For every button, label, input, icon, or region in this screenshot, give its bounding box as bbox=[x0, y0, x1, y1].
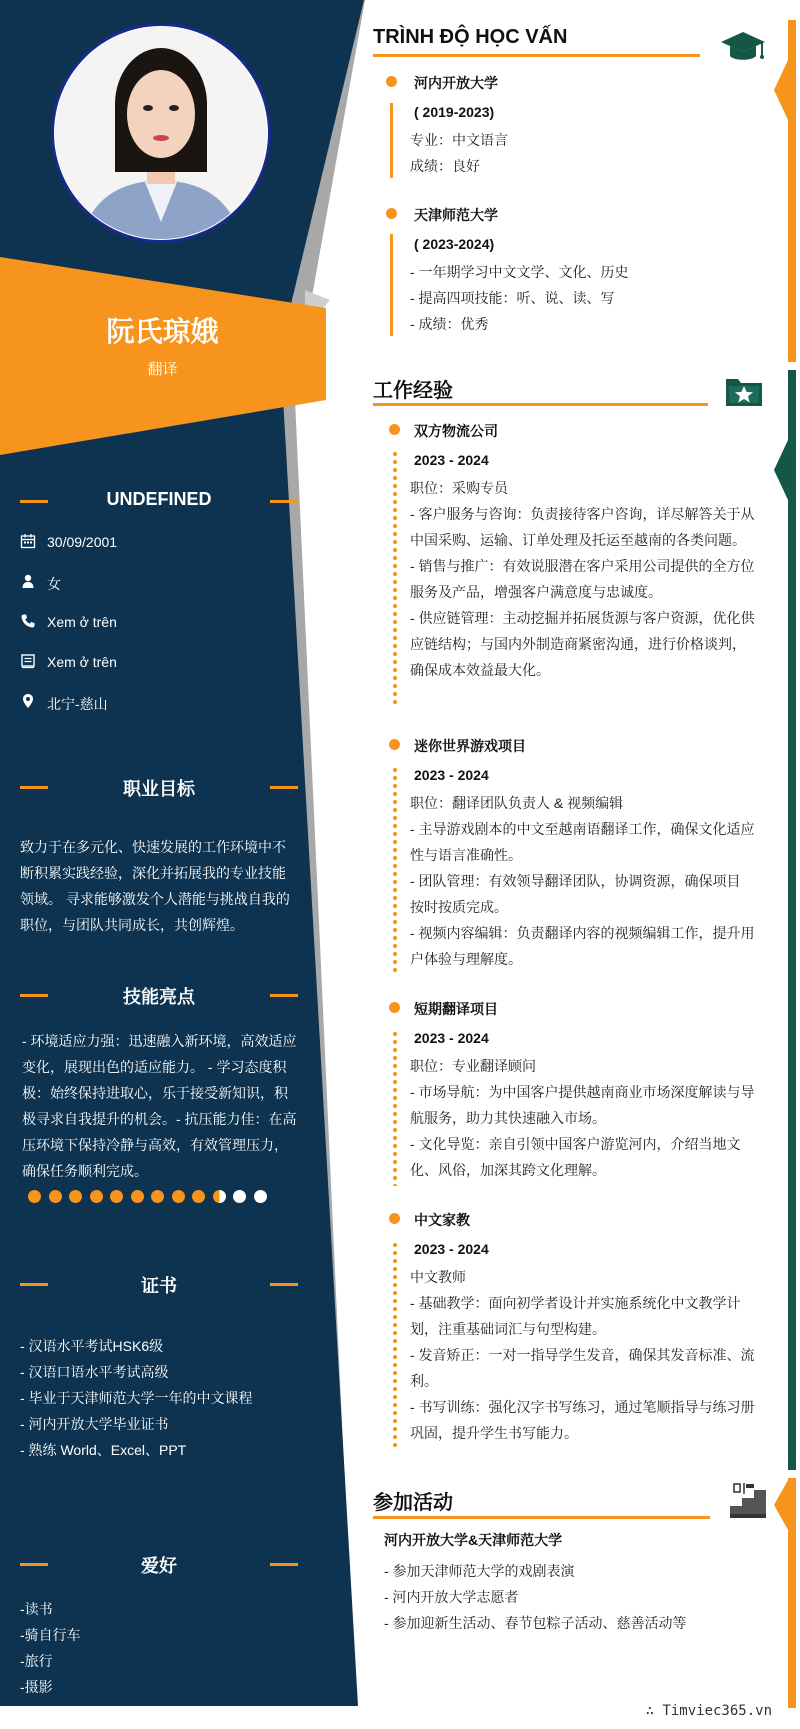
experience-line: - 视频内容编辑：负责翻译内容的视频编辑工作，提升用 bbox=[410, 925, 755, 941]
experience-period: 2023 - 2024 bbox=[414, 1030, 489, 1046]
skills-line: 变化，展现出色的适应能力。 - 学习态度积 bbox=[22, 1059, 287, 1075]
timeline-bullet bbox=[389, 1213, 400, 1224]
info-phone-text: Xem ở trên bbox=[47, 614, 117, 630]
side-arrow-education bbox=[774, 60, 788, 120]
rating-dot bbox=[69, 1190, 82, 1203]
location-icon bbox=[20, 693, 36, 709]
education-school: 天津师范大学 bbox=[414, 207, 498, 223]
objective-line: 断积累实践经验，深化并拓展我的专业技能 bbox=[20, 865, 286, 881]
skills-line: 极寻求自我提升的机会。- 抗压能力佳：在高 bbox=[22, 1111, 297, 1127]
side-arrow-experience bbox=[774, 440, 788, 500]
timeline-dots bbox=[393, 1241, 397, 1449]
experience-line: 应链结构；与国内外制造商紧密沟通，进行价格谈判， bbox=[410, 636, 746, 652]
certificates-heading bbox=[20, 1272, 298, 1296]
experience-line: 职位：采购专员 bbox=[410, 480, 508, 496]
skills-line: 确保任务顺利完成。 bbox=[22, 1163, 148, 1179]
info-location-text: 北宁-慈山 bbox=[47, 696, 108, 712]
skills-heading-text: 技能亮点 bbox=[123, 987, 195, 1007]
certificate-item: - 汉语口语水平考试高级 bbox=[20, 1364, 169, 1380]
graduation-cap-icon bbox=[720, 30, 766, 66]
podium-stairs-icon bbox=[728, 1480, 768, 1520]
rating-dot bbox=[213, 1190, 226, 1203]
avatar bbox=[50, 22, 272, 244]
experience-line: 利。 bbox=[410, 1373, 438, 1389]
skills-text bbox=[22, 1028, 304, 1184]
experience-line: - 市场导航：为中国客户提供越南商业市场深度解读与导 bbox=[410, 1084, 755, 1100]
certificate-item: - 熟练 World、Excel、PPT bbox=[20, 1442, 187, 1458]
timeline-bullet bbox=[389, 739, 400, 750]
education-heading: TRÌNH ĐỘ HỌC VẤN bbox=[373, 26, 568, 48]
experience-line: - 团队管理：有效领导翻译团队，协调资源，确保项目 bbox=[410, 873, 741, 889]
experience-line: 航服务，助力其快速融入市场。 bbox=[410, 1110, 606, 1126]
activity-line: - 参加天津师范大学的戏剧表演 bbox=[384, 1563, 575, 1579]
experience-heading-underline bbox=[373, 403, 708, 406]
timeline-bullet bbox=[389, 424, 400, 435]
objective-text bbox=[20, 834, 300, 938]
personal-heading bbox=[20, 489, 298, 513]
footer-watermark: ∴ Timviec365.vn bbox=[645, 1703, 772, 1719]
rating-dot bbox=[90, 1190, 103, 1203]
rating-dot bbox=[172, 1190, 185, 1203]
objective-line: 领域。 寻求能够激发个人潜能与挑战自我的 bbox=[20, 891, 290, 907]
side-bar-education bbox=[788, 20, 796, 362]
timeline-bullet bbox=[386, 76, 397, 87]
side-arrow-activities bbox=[774, 1480, 788, 1530]
objective-line: 致力于在多元化、快速发展的工作环境中不 bbox=[20, 839, 286, 855]
experience-period: 2023 - 2024 bbox=[414, 1241, 489, 1257]
side-bar-activities bbox=[788, 1478, 796, 1708]
hobby-item: -摄影 bbox=[20, 1679, 53, 1695]
experience-line: 中国采购、运输、订单处理及托运至越南的各类问题。 bbox=[410, 532, 746, 548]
side-bar-experience bbox=[788, 370, 796, 1470]
objective-heading-text: 职业目标 bbox=[123, 779, 195, 799]
objective-line: 职位，与团队共同成长，共创辉煌。 bbox=[20, 917, 244, 933]
experience-line: - 客户服务与咨询：负责接待客户咨询，详尽解答关于从 bbox=[410, 506, 755, 522]
experience-line: - 主导游戏剧本的中文至越南语翻译工作，确保文化适应 bbox=[410, 821, 755, 837]
hobbies-heading-text: 爱好 bbox=[141, 1556, 177, 1576]
timeline-bullet bbox=[386, 208, 397, 219]
objective-heading bbox=[20, 775, 298, 799]
hobby-item: -读书 bbox=[20, 1601, 53, 1617]
skills-line: 压环境下保持冷静与高效，有效管理压力， bbox=[22, 1137, 288, 1153]
experience-line: - 销售与推广：有效说服潜在客户采用公司提供的全方位 bbox=[410, 558, 755, 574]
experience-line: 划，注重基础词汇与句型构建。 bbox=[410, 1321, 606, 1337]
info-email-text: Xem ở trên bbox=[47, 654, 117, 670]
activities-heading-underline bbox=[373, 1516, 710, 1519]
certificate-item: - 河内开放大学毕业证书 bbox=[20, 1416, 169, 1432]
experience-line: 巩固，提升学生书写能力。 bbox=[410, 1425, 578, 1441]
activity-line: - 河内开放大学志愿者 bbox=[384, 1589, 519, 1605]
skills-line: 极：始终保持进取心，乐于接受新知识，积 bbox=[22, 1085, 288, 1101]
education-line: 成绩：良好 bbox=[410, 158, 480, 174]
phone-icon bbox=[20, 613, 36, 629]
rating-dot bbox=[49, 1190, 62, 1203]
experience-line: 服务及产品，增强客户满意度与忠诚度。 bbox=[410, 584, 662, 600]
experience-line: - 书写训练：强化汉字书写练习，通过笔顺指导与练习册 bbox=[410, 1399, 755, 1415]
experience-line: 性与语言准确性。 bbox=[410, 847, 522, 863]
info-birthday-text: 30/09/2001 bbox=[47, 534, 118, 550]
experience-heading: 工作经验 bbox=[373, 380, 453, 402]
email-icon bbox=[20, 653, 36, 669]
experience-line: 户体验与理解度。 bbox=[410, 951, 522, 967]
timeline-dots bbox=[393, 450, 397, 706]
experience-line: 化、风俗，加深其跨文化理解。 bbox=[410, 1162, 606, 1178]
person-icon bbox=[20, 573, 36, 589]
timeline-dots bbox=[393, 766, 397, 974]
experience-company: 中文家教 bbox=[414, 1212, 470, 1228]
education-period: ( 2023-2024) bbox=[414, 236, 495, 252]
certificate-item: - 毕业于天津师范大学一年的中文课程 bbox=[20, 1390, 253, 1406]
skills-line: - 环境适应力强：迅速融入新环境，高效适应 bbox=[22, 1033, 297, 1049]
experience-line: 按时按质完成。 bbox=[410, 899, 508, 915]
experience-line: 职位：翻译团队负责人 & 视频编辑 bbox=[410, 795, 624, 811]
education-line: - 成绩：优秀 bbox=[410, 316, 489, 332]
experience-period: 2023 - 2024 bbox=[414, 452, 489, 468]
experience-line: - 文化导览：亲自引领中国客户游览河内，介绍当地文 bbox=[410, 1136, 741, 1152]
rating-dot bbox=[131, 1190, 144, 1203]
education-period: ( 2019-2023) bbox=[414, 104, 495, 120]
education-school: 河内开放大学 bbox=[414, 75, 498, 91]
timeline-bar bbox=[390, 103, 393, 178]
info-gender-text: 女 bbox=[47, 576, 61, 592]
experience-line: - 基础教学：面向初学者设计并实施系统化中文教学计 bbox=[410, 1295, 741, 1311]
experience-line: - 发音矫正：一对一指导学生发音，确保其发音标准、流 bbox=[410, 1347, 755, 1363]
personal-heading-text: UNDEFINED bbox=[106, 489, 212, 509]
certificates-heading-text: 证书 bbox=[141, 1276, 177, 1296]
education-line: - 一年期学习中文文学、文化、历史 bbox=[410, 264, 629, 280]
hobby-item: -旅行 bbox=[20, 1653, 53, 1669]
experience-company: 短期翻译项目 bbox=[414, 1001, 498, 1017]
rating-dot bbox=[233, 1190, 246, 1203]
education-heading-underline bbox=[373, 54, 700, 57]
rating-dot bbox=[110, 1190, 123, 1203]
certificate-item: - 汉语水平考试HSK6级 bbox=[20, 1338, 164, 1354]
experience-line: 中文教师 bbox=[410, 1269, 466, 1285]
activities-subtitle: 河内开放大学&天津师范大学 bbox=[384, 1532, 563, 1548]
hobby-item: -骑自行车 bbox=[20, 1627, 81, 1643]
experience-company: 双方物流公司 bbox=[414, 423, 498, 439]
activity-line: - 参加迎新生活动、春节包粽子活动、慈善活动等 bbox=[384, 1615, 687, 1631]
education-line: - 提高四项技能：听、说、读、写 bbox=[410, 290, 615, 306]
skills-heading bbox=[20, 983, 298, 1007]
timeline-bar bbox=[390, 234, 393, 336]
education-line: 专业：中文语言 bbox=[410, 132, 508, 148]
experience-line: - 供应链管理：主动挖掘并拓展货源与客户资源，优化供 bbox=[410, 610, 755, 626]
rating-dot bbox=[192, 1190, 205, 1203]
experience-company: 迷你世界游戏项目 bbox=[414, 738, 526, 754]
timeline-dots bbox=[393, 1030, 397, 1186]
activities-heading: 参加活动 bbox=[373, 1492, 453, 1514]
experience-period: 2023 - 2024 bbox=[414, 767, 489, 783]
candidate-name: 阮氏琼娥 bbox=[106, 316, 219, 347]
timeline-bullet bbox=[389, 1002, 400, 1013]
briefcase-star-icon bbox=[724, 374, 764, 408]
job-title: 翻译 bbox=[147, 361, 178, 378]
rating-dot bbox=[254, 1190, 267, 1203]
calendar-icon bbox=[20, 533, 36, 549]
hobbies-heading bbox=[20, 1552, 298, 1576]
rating-dot bbox=[151, 1190, 164, 1203]
experience-line: 职位：专业翻译顾问 bbox=[410, 1058, 536, 1074]
rating-dot bbox=[28, 1190, 41, 1203]
experience-line: 确保成本效益最大化。 bbox=[410, 662, 550, 678]
